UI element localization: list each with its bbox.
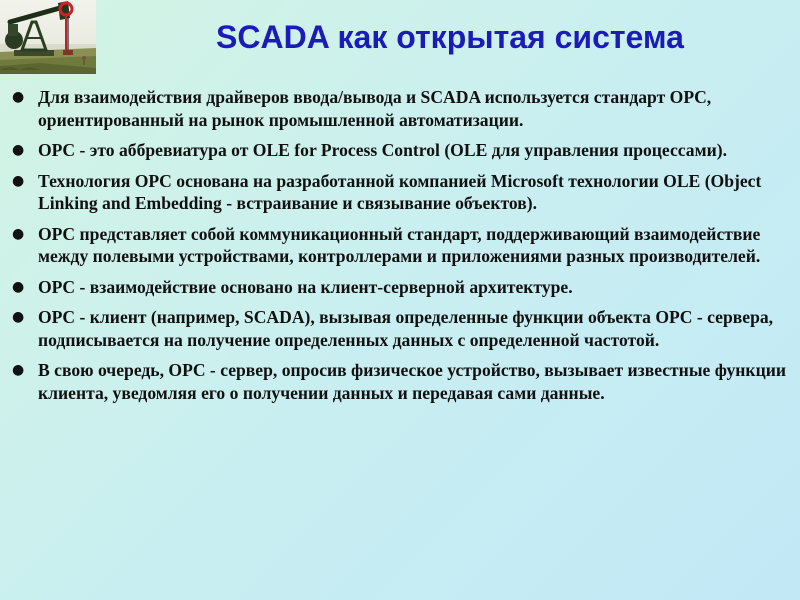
bullet-text: OPC - это аббревиатура от OLE for Process Control (OLE для управления процессами). (38, 140, 727, 160)
list-item (10, 276, 792, 299)
slide-title: SCADA как открытая система (216, 19, 684, 55)
bullet-list (10, 86, 792, 412)
bullet-text: OPC - клиент (например, SCADA), вызывая определенные функции объекта OPC - сервера, подписывается на получение определенных данных с определенной частотой. (38, 307, 774, 350)
bullet-dot-icon: ● (12, 225, 25, 242)
bullet-text: Технология OPC основана на разработанной компанией Microsoft технологии OLE (Object Linking and Embedding - встраивание и связывание объектов). (38, 170, 762, 213)
bullet-dot-icon: ● (12, 278, 25, 295)
oil-pump-photo-icon (0, 0, 96, 74)
bullet-text: Для взаимодействия драйверов ввода/вывода и SCADA используется стандарт OPC, ориентированный на рынок промышленной автоматизации. (38, 87, 712, 130)
bullet-text: OPC представляет собой коммуникационный стандарт, поддерживающий взаимодействие между полевыми устройствами, контроллерами и приложениями разных производителей. (38, 223, 761, 266)
list-item (10, 170, 792, 215)
bullet-dot-icon: ● (12, 309, 25, 325)
bullet-text: OPC - взаимодействие основано на клиент-серверной архитектуре. (38, 276, 573, 297)
bullet-dot-icon: ● (12, 89, 25, 105)
list-item (10, 306, 792, 351)
list-item (10, 359, 792, 404)
bullet-text: В свою очередь, OPC - сервер, опросив физическое устройство, вызывает известные функции клиента, уведомляя его о получении данных и передавая сами данные. (38, 360, 786, 403)
list-item (10, 139, 792, 162)
bullet-dot-icon: ● (12, 362, 25, 378)
list-item (10, 86, 792, 131)
list-item (10, 223, 792, 268)
bullet-dot-icon: ● (12, 172, 25, 189)
bullet-dot-icon: ● (12, 142, 25, 158)
